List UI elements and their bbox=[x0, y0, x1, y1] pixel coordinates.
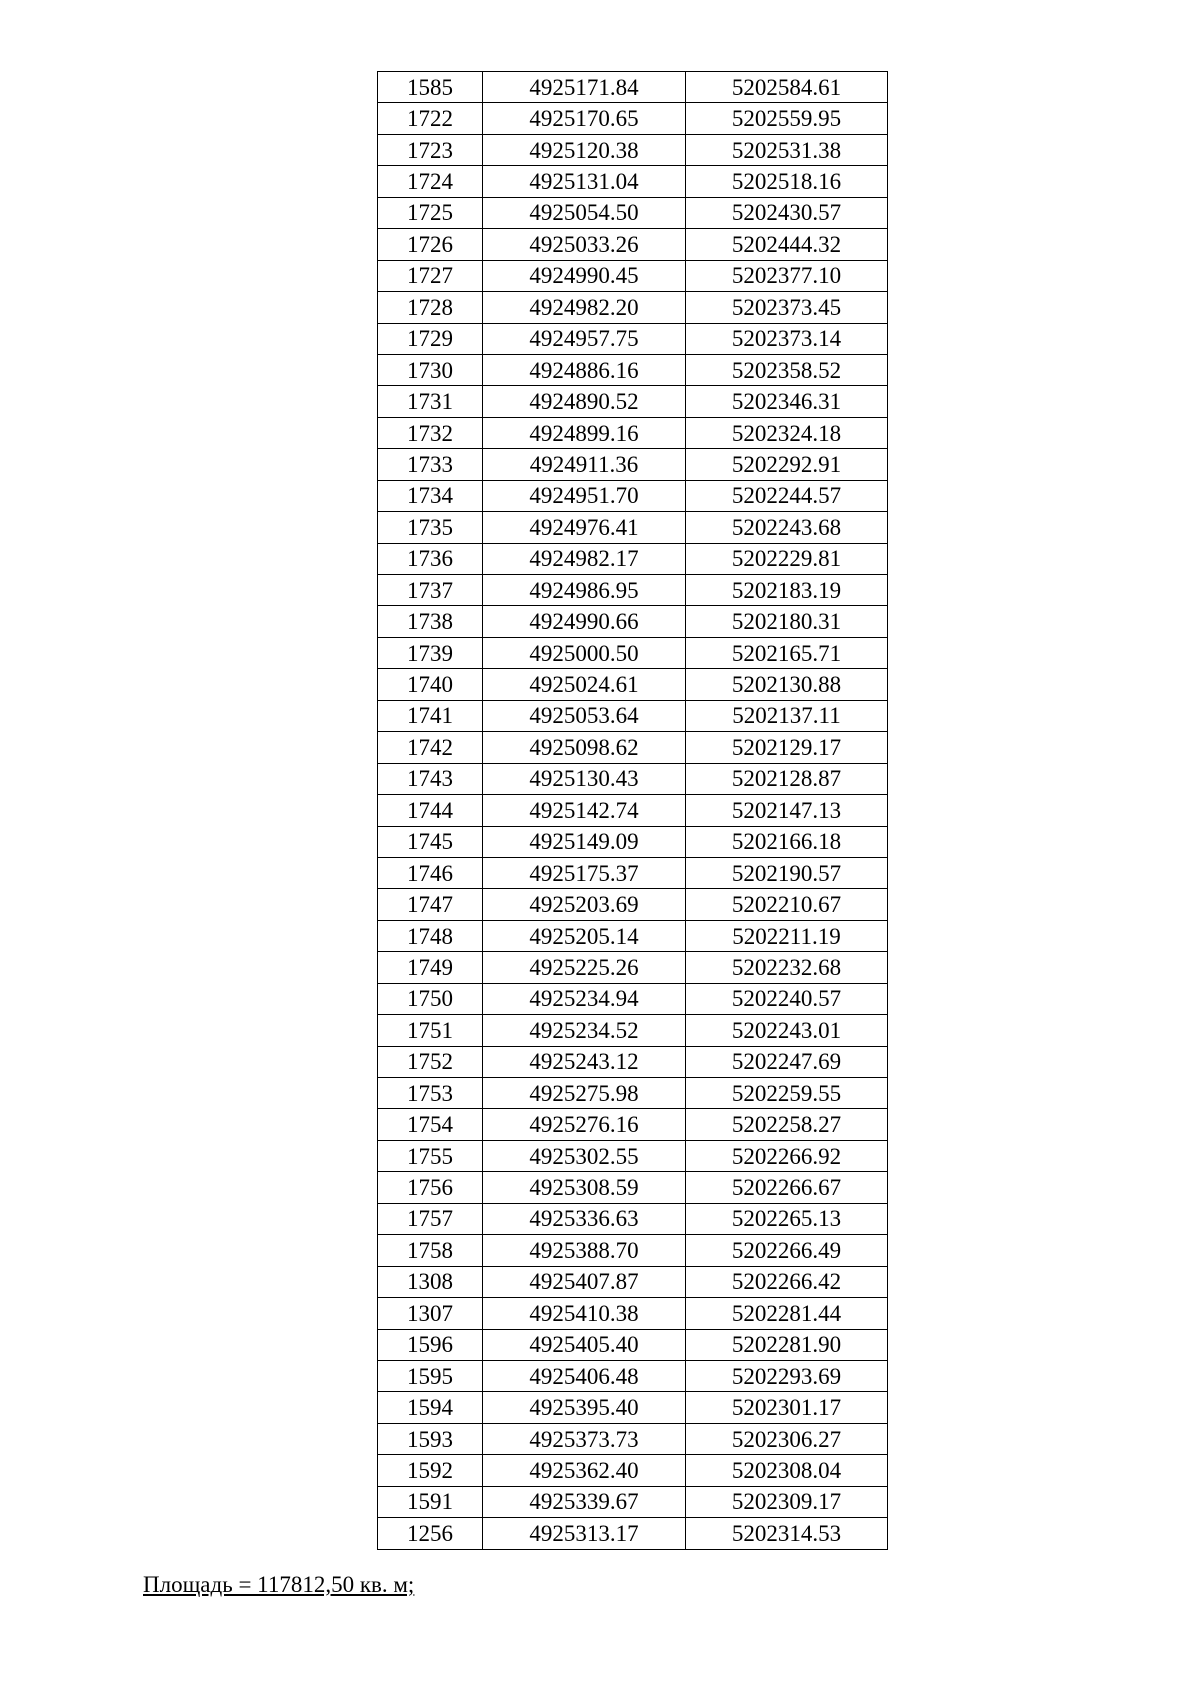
table-row bbox=[378, 637, 888, 668]
point-number-cell: 1733 bbox=[378, 449, 483, 480]
table-row bbox=[378, 417, 888, 448]
point-number-cell: 1731 bbox=[378, 386, 483, 417]
x-coordinate-cell: 4925234.94 bbox=[483, 983, 686, 1014]
y-coordinate-cell: 5202324.18 bbox=[686, 417, 888, 448]
x-coordinate-cell: 4924986.95 bbox=[483, 575, 686, 606]
point-number-cell: 1308 bbox=[378, 1266, 483, 1297]
x-coordinate-cell: 4925406.48 bbox=[483, 1360, 686, 1391]
point-number-cell: 1739 bbox=[378, 637, 483, 668]
point-number-cell: 1592 bbox=[378, 1455, 483, 1486]
x-coordinate-cell: 4925171.84 bbox=[483, 72, 686, 103]
point-number-cell: 1741 bbox=[378, 700, 483, 731]
table-row bbox=[378, 323, 888, 354]
x-coordinate-cell: 4925405.40 bbox=[483, 1329, 686, 1360]
table-row bbox=[378, 983, 888, 1014]
x-coordinate-cell: 4925000.50 bbox=[483, 637, 686, 668]
table-row bbox=[378, 1518, 888, 1549]
coordinates-table bbox=[377, 71, 888, 1550]
table-row bbox=[378, 480, 888, 511]
point-number-cell: 1743 bbox=[378, 763, 483, 794]
y-coordinate-cell: 5202265.13 bbox=[686, 1203, 888, 1234]
y-coordinate-cell: 5202266.67 bbox=[686, 1172, 888, 1203]
x-coordinate-cell: 4925203.69 bbox=[483, 889, 686, 920]
table-row bbox=[378, 575, 888, 606]
point-number-cell: 1591 bbox=[378, 1486, 483, 1517]
point-number-cell: 1744 bbox=[378, 795, 483, 826]
x-coordinate-cell: 4925410.38 bbox=[483, 1298, 686, 1329]
point-number-cell: 1585 bbox=[378, 72, 483, 103]
point-number-cell: 1736 bbox=[378, 543, 483, 574]
table-row bbox=[378, 166, 888, 197]
y-coordinate-cell: 5202301.17 bbox=[686, 1392, 888, 1423]
point-number-cell: 1594 bbox=[378, 1392, 483, 1423]
table-row bbox=[378, 1140, 888, 1171]
point-number-cell: 1723 bbox=[378, 134, 483, 165]
x-coordinate-cell: 4925313.17 bbox=[483, 1518, 686, 1549]
point-number-cell: 1737 bbox=[378, 575, 483, 606]
point-number-cell: 1307 bbox=[378, 1298, 483, 1329]
y-coordinate-cell: 5202308.04 bbox=[686, 1455, 888, 1486]
x-coordinate-cell: 4924957.75 bbox=[483, 323, 686, 354]
table-row bbox=[378, 857, 888, 888]
point-number-cell: 1747 bbox=[378, 889, 483, 920]
point-number-cell: 1754 bbox=[378, 1109, 483, 1140]
table-row bbox=[378, 669, 888, 700]
point-number-cell: 1751 bbox=[378, 1015, 483, 1046]
table-row bbox=[378, 795, 888, 826]
y-coordinate-cell: 5202129.17 bbox=[686, 732, 888, 763]
y-coordinate-cell: 5202531.38 bbox=[686, 134, 888, 165]
point-number-cell: 1724 bbox=[378, 166, 483, 197]
point-number-cell: 1728 bbox=[378, 292, 483, 323]
x-coordinate-cell: 4925336.63 bbox=[483, 1203, 686, 1234]
x-coordinate-cell: 4925388.70 bbox=[483, 1235, 686, 1266]
table-row bbox=[378, 763, 888, 794]
table-row bbox=[378, 1015, 888, 1046]
point-number-cell: 1256 bbox=[378, 1518, 483, 1549]
x-coordinate-cell: 4925098.62 bbox=[483, 732, 686, 763]
point-number-cell: 1735 bbox=[378, 512, 483, 543]
y-coordinate-cell: 5202244.57 bbox=[686, 480, 888, 511]
point-number-cell: 1742 bbox=[378, 732, 483, 763]
point-number-cell: 1746 bbox=[378, 857, 483, 888]
table-row bbox=[378, 449, 888, 480]
table-row bbox=[378, 1486, 888, 1517]
y-coordinate-cell: 5202266.42 bbox=[686, 1266, 888, 1297]
y-coordinate-cell: 5202229.81 bbox=[686, 543, 888, 574]
table-row bbox=[378, 354, 888, 385]
table-row bbox=[378, 1046, 888, 1077]
y-coordinate-cell: 5202358.52 bbox=[686, 354, 888, 385]
point-number-cell: 1729 bbox=[378, 323, 483, 354]
point-number-cell: 1595 bbox=[378, 1360, 483, 1391]
y-coordinate-cell: 5202292.91 bbox=[686, 449, 888, 480]
y-coordinate-cell: 5202281.44 bbox=[686, 1298, 888, 1329]
table-row bbox=[378, 920, 888, 951]
table-row bbox=[378, 386, 888, 417]
x-coordinate-cell: 4925120.38 bbox=[483, 134, 686, 165]
y-coordinate-cell: 5202147.13 bbox=[686, 795, 888, 826]
table-row bbox=[378, 1109, 888, 1140]
x-coordinate-cell: 4925130.43 bbox=[483, 763, 686, 794]
point-number-cell: 1752 bbox=[378, 1046, 483, 1077]
table-row bbox=[378, 103, 888, 134]
y-coordinate-cell: 5202281.90 bbox=[686, 1329, 888, 1360]
x-coordinate-cell: 4924982.17 bbox=[483, 543, 686, 574]
point-number-cell: 1725 bbox=[378, 197, 483, 228]
x-coordinate-cell: 4925149.09 bbox=[483, 826, 686, 857]
x-coordinate-cell: 4925142.74 bbox=[483, 795, 686, 826]
table-row bbox=[378, 134, 888, 165]
y-coordinate-cell: 5202373.45 bbox=[686, 292, 888, 323]
table-row bbox=[378, 1266, 888, 1297]
y-coordinate-cell: 5202137.11 bbox=[686, 700, 888, 731]
table-row bbox=[378, 826, 888, 857]
point-number-cell: 1753 bbox=[378, 1078, 483, 1109]
x-coordinate-cell: 4925131.04 bbox=[483, 166, 686, 197]
y-coordinate-cell: 5202584.61 bbox=[686, 72, 888, 103]
x-coordinate-cell: 4925339.67 bbox=[483, 1486, 686, 1517]
y-coordinate-cell: 5202180.31 bbox=[686, 606, 888, 637]
x-coordinate-cell: 4925234.52 bbox=[483, 1015, 686, 1046]
y-coordinate-cell: 5202346.31 bbox=[686, 386, 888, 417]
table-row bbox=[378, 1203, 888, 1234]
x-coordinate-cell: 4925275.98 bbox=[483, 1078, 686, 1109]
x-coordinate-cell: 4925373.73 bbox=[483, 1423, 686, 1454]
y-coordinate-cell: 5202210.67 bbox=[686, 889, 888, 920]
y-coordinate-cell: 5202165.71 bbox=[686, 637, 888, 668]
y-coordinate-cell: 5202306.27 bbox=[686, 1423, 888, 1454]
point-number-cell: 1756 bbox=[378, 1172, 483, 1203]
y-coordinate-cell: 5202266.92 bbox=[686, 1140, 888, 1171]
x-coordinate-cell: 4925362.40 bbox=[483, 1455, 686, 1486]
table-row bbox=[378, 700, 888, 731]
point-number-cell: 1738 bbox=[378, 606, 483, 637]
y-coordinate-cell: 5202232.68 bbox=[686, 952, 888, 983]
x-coordinate-cell: 4925054.50 bbox=[483, 197, 686, 228]
x-coordinate-cell: 4925302.55 bbox=[483, 1140, 686, 1171]
table-row bbox=[378, 543, 888, 574]
point-number-cell: 1740 bbox=[378, 669, 483, 700]
point-number-cell: 1726 bbox=[378, 229, 483, 260]
x-coordinate-cell: 4925033.26 bbox=[483, 229, 686, 260]
y-coordinate-cell: 5202243.01 bbox=[686, 1015, 888, 1046]
x-coordinate-cell: 4924990.45 bbox=[483, 260, 686, 291]
y-coordinate-cell: 5202247.69 bbox=[686, 1046, 888, 1077]
x-coordinate-cell: 4925170.65 bbox=[483, 103, 686, 134]
y-coordinate-cell: 5202211.19 bbox=[686, 920, 888, 951]
y-coordinate-cell: 5202266.49 bbox=[686, 1235, 888, 1266]
y-coordinate-cell: 5202444.32 bbox=[686, 229, 888, 260]
y-coordinate-cell: 5202183.19 bbox=[686, 575, 888, 606]
y-coordinate-cell: 5202259.55 bbox=[686, 1078, 888, 1109]
table-row bbox=[378, 1455, 888, 1486]
x-coordinate-cell: 4924911.36 bbox=[483, 449, 686, 480]
table-row bbox=[378, 1392, 888, 1423]
table-row bbox=[378, 197, 888, 228]
table-row bbox=[378, 512, 888, 543]
point-number-cell: 1758 bbox=[378, 1235, 483, 1266]
y-coordinate-cell: 5202293.69 bbox=[686, 1360, 888, 1391]
x-coordinate-cell: 4925276.16 bbox=[483, 1109, 686, 1140]
table-row bbox=[378, 1172, 888, 1203]
x-coordinate-cell: 4925225.26 bbox=[483, 952, 686, 983]
point-number-cell: 1749 bbox=[378, 952, 483, 983]
table-row bbox=[378, 1423, 888, 1454]
y-coordinate-cell: 5202190.57 bbox=[686, 857, 888, 888]
table-row bbox=[378, 1078, 888, 1109]
x-coordinate-cell: 4924886.16 bbox=[483, 354, 686, 385]
y-coordinate-cell: 5202130.88 bbox=[686, 669, 888, 700]
table-row bbox=[378, 952, 888, 983]
point-number-cell: 1757 bbox=[378, 1203, 483, 1234]
coordinates-table-body bbox=[378, 72, 888, 1550]
table-row bbox=[378, 260, 888, 291]
point-number-cell: 1596 bbox=[378, 1329, 483, 1360]
y-coordinate-cell: 5202518.16 bbox=[686, 166, 888, 197]
x-coordinate-cell: 4924976.41 bbox=[483, 512, 686, 543]
y-coordinate-cell: 5202559.95 bbox=[686, 103, 888, 134]
y-coordinate-cell: 5202258.27 bbox=[686, 1109, 888, 1140]
y-coordinate-cell: 5202243.68 bbox=[686, 512, 888, 543]
x-coordinate-cell: 4925175.37 bbox=[483, 857, 686, 888]
point-number-cell: 1593 bbox=[378, 1423, 483, 1454]
x-coordinate-cell: 4925053.64 bbox=[483, 700, 686, 731]
table-row bbox=[378, 732, 888, 763]
point-number-cell: 1755 bbox=[378, 1140, 483, 1171]
table-row bbox=[378, 1298, 888, 1329]
x-coordinate-cell: 4924982.20 bbox=[483, 292, 686, 323]
x-coordinate-cell: 4924899.16 bbox=[483, 417, 686, 448]
y-coordinate-cell: 5202373.14 bbox=[686, 323, 888, 354]
x-coordinate-cell: 4924951.70 bbox=[483, 480, 686, 511]
point-number-cell: 1748 bbox=[378, 920, 483, 951]
x-coordinate-cell: 4925024.61 bbox=[483, 669, 686, 700]
point-number-cell: 1750 bbox=[378, 983, 483, 1014]
point-number-cell: 1730 bbox=[378, 354, 483, 385]
table-row bbox=[378, 606, 888, 637]
y-coordinate-cell: 5202128.87 bbox=[686, 763, 888, 794]
x-coordinate-cell: 4925308.59 bbox=[483, 1172, 686, 1203]
point-number-cell: 1722 bbox=[378, 103, 483, 134]
table-row bbox=[378, 292, 888, 323]
table-row bbox=[378, 1235, 888, 1266]
area-statement: Площадь = 117812,50 кв. м; bbox=[143, 1572, 415, 1597]
table-row bbox=[378, 1360, 888, 1391]
y-coordinate-cell: 5202377.10 bbox=[686, 260, 888, 291]
x-coordinate-cell: 4925243.12 bbox=[483, 1046, 686, 1077]
y-coordinate-cell: 5202309.17 bbox=[686, 1486, 888, 1517]
y-coordinate-cell: 5202314.53 bbox=[686, 1518, 888, 1549]
x-coordinate-cell: 4924890.52 bbox=[483, 386, 686, 417]
table-row bbox=[378, 889, 888, 920]
y-coordinate-cell: 5202430.57 bbox=[686, 197, 888, 228]
point-number-cell: 1745 bbox=[378, 826, 483, 857]
table-row bbox=[378, 1329, 888, 1360]
table-row bbox=[378, 72, 888, 103]
point-number-cell: 1734 bbox=[378, 480, 483, 511]
point-number-cell: 1727 bbox=[378, 260, 483, 291]
table-row bbox=[378, 229, 888, 260]
y-coordinate-cell: 5202166.18 bbox=[686, 826, 888, 857]
x-coordinate-cell: 4925205.14 bbox=[483, 920, 686, 951]
y-coordinate-cell: 5202240.57 bbox=[686, 983, 888, 1014]
x-coordinate-cell: 4925407.87 bbox=[483, 1266, 686, 1297]
point-number-cell: 1732 bbox=[378, 417, 483, 448]
x-coordinate-cell: 4925395.40 bbox=[483, 1392, 686, 1423]
x-coordinate-cell: 4924990.66 bbox=[483, 606, 686, 637]
